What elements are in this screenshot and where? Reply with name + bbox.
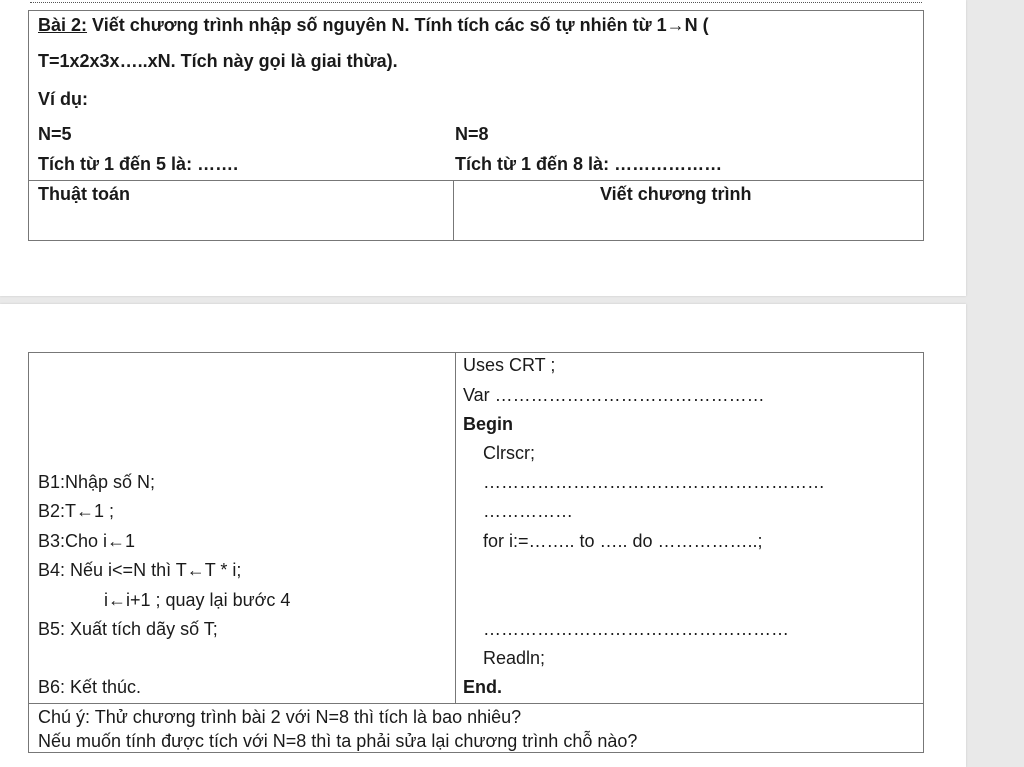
note-line-2: Nếu muốn tính được tích với N=8 thì ta phải sửa lại chương trình chỗ nào?	[38, 731, 638, 751]
algo-step-4-continued: i←i+1 ; quay lại bước 4	[104, 590, 291, 610]
code-var: Var ………………………………………	[463, 385, 765, 405]
exercise-label: Bài 2:	[38, 15, 88, 35]
algo-step-6: B6: Kết thúc.	[38, 677, 142, 697]
code-clrscr: Clrscr;	[483, 443, 535, 463]
note-divider	[28, 703, 924, 704]
exercise-prompt-text: Viết chương trình nhập số nguyên N. Tính tích các số tự nhiên từ 1→N (	[87, 15, 709, 35]
code-uses: Uses CRT ;	[463, 355, 556, 375]
algo-step-2: B2:T←1 ;	[38, 501, 115, 521]
code-blank-3: ……………………………………………	[483, 619, 789, 639]
solution-column-divider	[455, 352, 456, 703]
example-label: Ví dụ:	[38, 89, 88, 109]
document-page-1	[0, 0, 966, 296]
table-header-divider	[28, 180, 924, 181]
code-readln: Readln;	[483, 648, 546, 668]
example-n-left: N=5	[38, 124, 72, 144]
exercise-prompt-line2: T=1x2x3x…..xN. Tích này gọi là giai thừa).	[38, 51, 398, 71]
algo-step-5: B5: Xuất tích dãy số T;	[38, 619, 218, 639]
note-line-1: Chú ý: Thử chương trình bài 2 với N=8 thì tích là bao nhiêu?	[38, 707, 522, 727]
document-page-2	[0, 304, 966, 767]
column-header-algorithm: Thuật toán	[38, 184, 130, 204]
table-column-divider	[453, 180, 454, 241]
code-end: End.	[463, 677, 502, 697]
top-dotted-rule	[30, 2, 922, 3]
algo-step-1: B1:Nhập số N;	[38, 472, 156, 492]
code-begin: Begin	[463, 414, 514, 434]
example-n-right: N=8	[455, 124, 489, 144]
code-blank-1: …………………………………………………	[483, 472, 825, 492]
code-blank-2: ……………	[483, 501, 573, 521]
exercise-prompt-line1	[38, 14, 709, 36]
example-product-left: Tích từ 1 đến 5 là: …….	[38, 154, 239, 174]
example-product-right: Tích từ 1 đến 8 là: ………………	[455, 154, 723, 174]
code-for-loop: for i:=…….. to ….. do ……………..;	[483, 531, 763, 551]
algo-step-4: B4: Nếu i<=N thì T←T * i;	[38, 560, 242, 580]
column-header-program: Viết chương trình	[600, 184, 752, 204]
algo-step-3: B3:Cho i←1	[38, 531, 136, 551]
